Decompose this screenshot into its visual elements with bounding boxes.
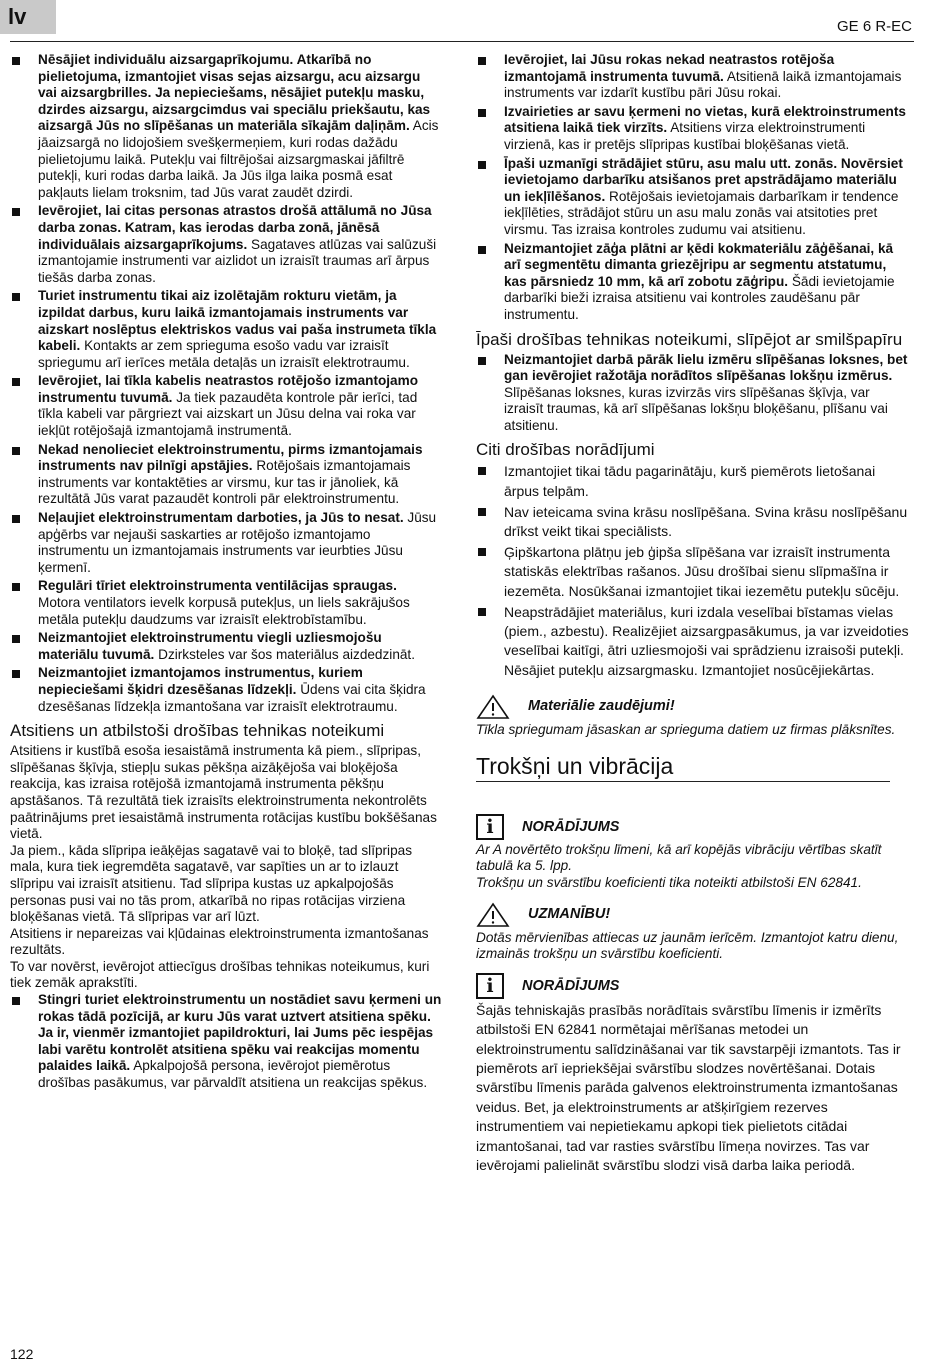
list-item: Neļaujiet elektroinstrumentam darboties, ja Jūs to nesat. Jūsu apģērbs var nejauši saskarties ar rotējošo izmantojamo instrumentu un izmantojamais instruments var ieurbties Jūsu ķermenī. [10,510,442,576]
noise-vibration-heading: Trokšņi un vibrācija [476,758,890,782]
list-item: Izvairieties ar savu ķermeni no vietas, kurā elektroinstruments atsitiena laikā tiek virzīts. Atsitiens virza elektroinstrumenti virzienā, kas ir pretējs slīpripas kustībai bloķēšanas vietā. [476,104,912,154]
caution-notice [476,902,912,963]
notice-title: Materiālie zaudējumi! [528,698,675,715]
safety-list-left [10,52,442,715]
info-icon: i [476,973,504,999]
language-tab: lv [0,0,56,34]
notice-text: Dotās mērvienības attiecas uz jaunām ierīcēm. Izmantojot katru dienu, izmainās trokšņu un svārstību koeficienti. [476,929,899,962]
info-notice [476,973,912,1176]
list-item: Neizmantojiet izmantojamos instrumentus, kuriem nepieciešami šķidri dzesēšanas līdzekļi. Ūdens vai cita šķidra dzesēšanas līdzekļa izmantošana var izraisīt elektrotraumu. [10,665,442,715]
notice-text: Tīkla spriegumam jāsaskan ar sprieguma datiem uz firmas plāksnītes. [476,721,896,737]
notice-text: Ar A novērtēto trokšņu līmeni, kā arī kopējās vibrāciju vērtības skatīt tabulā ka 5. lpp. [476,841,882,874]
list-item: Nekad nenolieciet elektroinstrumentu, pirms izmantojamais instruments nav pilnīgi apstājies. Rotējošais izmantojamais instruments var kontaktēties ar virsmu, kur tas ir jānoliek, kā rezultātā Jūs varat pazaudēt kontroli pār elektroinstrumentu. [10,442,442,508]
warning-triangle-icon [476,694,510,720]
model-name: GE 6 R-EC [836,18,912,35]
safety-list-right [476,52,912,324]
list-item: Turiet instrumentu tikai aiz izolētajām rokturu vietām, ja izpildat darbus, kuru laikā izmantojamais instruments var aizskart noslēptus elektriskos vadus vai paša instrumeta tīkla kabeli. Kontakts ar zem sprieguma esošo vadu var izraisīt spriegumu arī ierīces metāla detaļās un izraisīt elektrotraumu. [10,288,442,371]
page-number: 122 [10,1346,34,1362]
notice-text: Šajās tehniskajās prasībās norādītais svārstību līmenis ir izmērīts atbilstoši EN 62841 normētajai mērīšanas metodei un elektroinstrumentu salīdzināšanai var tik savstarpēji izmantots. Tas ir piemērots arī iepriekšējai svārstību slodzes novērtēšanai. Dotais svārstību līmenis parāda galvenos elektroinstrumenta izmantošanas veidus. Bet, ja elektroinstruments ar atšķirīgiem rezerves instrumentiem vai nepietiekamu apkopi tiek pielietots citādai izmantošanai, tad var rasties svārstību līmeņa novirzes. Tas var ievērojami palielināt svārstību slodzi visā darba laika periodā. [476,1001,901,1174]
notice-title: NORĀDĪJUMS [522,818,620,835]
list-item: Neapstrādājiet materiālus, kuri izdala veselībai bīstamas vielas (piem., azbestu). Realizējiet aizsargpasākumus, ja var izveidoties veselībai kaitīgi, ātri uzliesmojoši vai sprādzienu izraisoši putekļi. Nēsājiet putekļu aizsargmasku. Izmantojiet nosūcējiekārtas. [476,603,912,680]
sanding-heading: Īpaši drošības tehnikas noteikumi, slīpējot ar smilšpapīru [476,329,903,349]
warning-triangle-icon [476,902,510,928]
kickback-paragraph: To var novērst, ievērojot attiecīgus drošības tehnikas noteikumus, kuri tiek zemāk aprakstīti. [10,958,430,991]
list-item: Ievērojiet, lai tīkla kabelis neatrastos rotējošo izmantojamo instrumentu tuvumā. Ja tiek pazaudēta kontrole pār ierīci, tad tīkla kabeli var pārgriezt vai aizskart un Jūsu delna vai roka var iekļūt rotējošajā izmantojamā instrumentā. [10,373,442,439]
sanding-list [476,352,912,435]
list-item: Stingri turiet elektroinstrumentu un nostādiet savu ķermeni un rokas tādā pozīcijā, ar kuru Jūs varat uztvert atsitiena spēku. Ja ir, vienmēr izmantojiet papildrokturi, lai Jums pēc iespējas labi varētu kontrolēt atsitiena spēku vai reakcijas momentu palaides laikā. Apkalpojošā persona, ievērojot piemērotus drošības pasākumus, var pārvaldīt atsitiena un reakcijas spēkus. [10,992,442,1092]
list-item: Ievērojiet, lai citas personas atrastos drošā attālumā no Jūsa darba zonas. Katram, kas ierodas darba zonā, jānēsā individuālais aizsargaprīkojums. Sagataves atlūzas vai salūzuši izmantojamie instrumenti var aizlidot un izraisīt traumas arī ārpus tiešās darba zonas. [10,203,442,286]
info-notice [476,814,912,892]
notice-text: Trokšņu un svārstību koeficienti tika noteikti atbilstoši EN 62841. [476,875,862,891]
kickback-heading: Atsitiens un atbilstoši drošības tehnikas noteikumi [10,721,385,741]
other-safety-list [476,462,912,679]
right-column [476,52,912,1176]
list-item: Izmantojiet tikai tādu pagarinātāju, kurš piemērots lietošanai ārpus telpām. [476,462,912,500]
left-column [10,52,442,1094]
kickback-paragraph: Ja piem., kāda slīpripa ieāķējas sagatavē vai to bloķē, tad slīpripas mala, kura tiek iegremdēta sagatavē, var sapīties un ar to izlauzt slīpripu vai izraisīt atsitienu. Tad slīpripa kustas uz apkalpojošās personas pusi vai no tās prom, atkarībā no ripas rotācijas virziena bloķēšanas vietā. Tā slīpripas var arī lūzt. [10,842,412,925]
list-item: Ģipškartona plātņu jeb ģipša slīpēšana var izraisīt instrumenta statiskās elektrības rašanos. Jūsu drošībai sienu slīpmašīna ir iezemēta. Nosūkšanai izmantojiet tikai iezemētu putekļu sūcēju. [476,543,912,601]
kickback-paragraph: Atsitiens ir kustībā esoša iesaistāmā instrumenta kā piem., slīpripas, slīpēšanas šķīvja, stiepļu sukas pēkšņa aizāķējoša vai bloķējoša reakcija, kas izraisa rotējošā izmantojamā instrumenta pēkšņu apstāšanos. Tā rezultātā tiek izraisīts elektroinstrumenta nekontrolēts paātrinājums pret iesaistāmā instrumenta rotācijas kustību bokšēšanas vietā. [10,743,437,842]
notice-title: UZMANĪBU! [528,906,611,923]
info-icon: i [476,814,504,840]
other-safety-heading: Citi drošības norādījumi [476,440,655,460]
kickback-paragraph: Atsitiens ir nepareizas vai kļūdainas elektroinstrumenta izmantošanas rezultāts. [10,925,429,958]
list-item: Neizmantojiet elektroinstrumentu viegli uzliesmojošu materiālu tuvumā. Dzirksteles var šos materiālus aizdedzināt. [10,630,442,663]
material-damage-notice [476,694,912,739]
notice-title: NORĀDĪJUMS [522,977,620,994]
list-item: Nav ieteicama svina krāsu noslīpēšana. Svina krāsu noslīpēšanu drīkst veikt tikai speciālists. [476,503,912,541]
list-item: Īpaši uzmanīgi strādājiet stūru, asu malu utt. zonās. Novērsiet ievietojamo darbarīku atsišanos pret apstrādājamo materiālu un iekļīlēšanos. Rotējošais ievietojamais darbarīkam ir tendence iekļīlēties, strādājot stūru un asu malu zonās vai atsitoties pret virsmu. Tas izraisa kontroles zudumu vai atsitienu. [476,156,912,239]
list-item: Nēsājiet individuālu aizsargaprīkojumu. Atkarībā no pielietojuma, izmantojiet visas sejas aizsargu, acu aizsargu vai aizsargbrilles. Ja nepieciešams, nēsājiet putekļu masku, dzirdes aizsargu, aizsargcimdus vai speciālu priekšautu, kas aizsargā Jūs no slīpēšanas un materiāla sīkajām daļiņām. Acis jāaizsargā no lidojošiem svešķermeņiem, kuri rodas dažādu pielietojumu laikā. Putekļu vai filtrējošai aizsargmaskai jāfiltrē putekļi, kuri rodas darba laikā. Ja Jūs ilga laika posmā esat pakļauts lielam troksnim, tad Jūs varat zaudēt dzirdi. [10,52,442,201]
kickback-list [10,992,442,1092]
list-item: Ievērojiet, lai Jūsu rokas nekad neatrastos rotējoša izmantojamā instrumenta tuvumā. Atsitienā laikā izmantojamais instruments var izdarīt kustību pāri Jūsu rokai. [476,52,912,102]
list-item: Neizmantojiet zāģa plātni ar ķēdi kokmateriālu zāģēšanai, kā arī segmentētu dimanta griezējripu ar segmentu atstatumu, kas pārsniedz 10 mm, kā arī zobotu zāģripu. Šādi ievietojamie darbarīki bieži izraisa atsitienu vai kontroles zaudēšanu pār instrumentu. [476,241,912,324]
header-rule [10,41,914,42]
list-item: Neizmantojiet darbā pārāk lielu izmēru slīpēšanas loksnes, bet gan ievērojiet ražotāja norādītos slīpēšanas lokšņu izmērus. Slīpēšanas loksnes, kuras izvirzās virs slīpēšanas šķīvja, var izraisīt traumas, kā arī slīpēšanas lokšņu bloķēšanu, plīšanu vai atsitienu. [476,352,912,435]
list-item: Regulāri tīriet elektroinstrumenta ventilācijas spraugas. Motora ventilators ievelk korpusā putekļus, un liels sakrājušos metāla putekļu daudzums var izraisīt elektrobīstamību. [10,578,442,628]
